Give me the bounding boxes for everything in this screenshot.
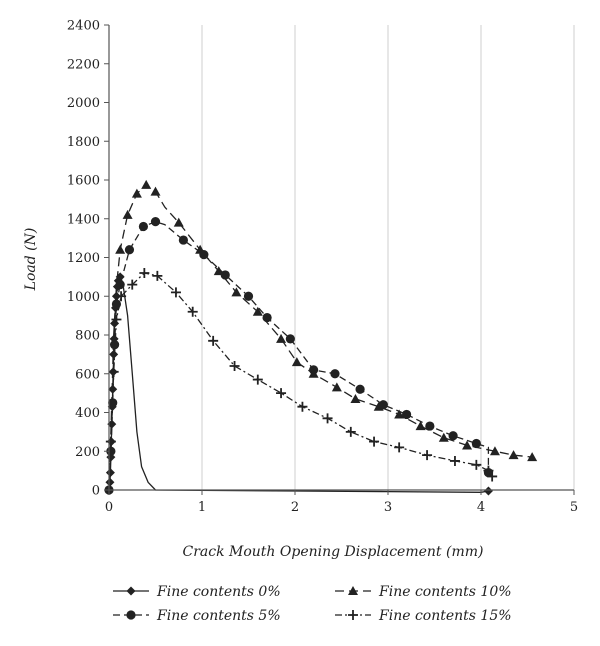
- data-point: [115, 245, 125, 254]
- axes-layer: [67, 19, 578, 516]
- data-point: [230, 361, 240, 371]
- data-point: [286, 334, 295, 343]
- series-line: [109, 273, 492, 490]
- y-tick-label: 600: [75, 367, 100, 383]
- data-point: [297, 402, 307, 412]
- data-point: [132, 189, 142, 198]
- x-tick-label: 2: [290, 500, 300, 515]
- legend-item: [335, 608, 512, 624]
- y-tick-label: 800: [75, 328, 100, 344]
- data-point: [125, 245, 134, 254]
- y-tick-label: 2000: [66, 96, 100, 111]
- data-point: [471, 460, 481, 470]
- data-point: [350, 394, 360, 403]
- data-point: [394, 442, 404, 452]
- data-point: [139, 222, 148, 231]
- legend: [113, 584, 512, 624]
- legend-item: [113, 608, 281, 624]
- x-tick-label: 4: [476, 500, 486, 515]
- data-point: [244, 292, 253, 301]
- data-point: [179, 235, 188, 244]
- series-line: [109, 222, 488, 490]
- legend-marker: [126, 610, 135, 619]
- y-axis-title: Load (N): [23, 227, 39, 291]
- series-2: [104, 217, 493, 495]
- data-point: [449, 431, 458, 440]
- series-4: [106, 268, 497, 490]
- legend-item: [113, 584, 281, 600]
- data-point: [509, 450, 519, 459]
- data-point: [369, 437, 379, 447]
- y-tick-label: 200: [75, 444, 100, 460]
- data-point: [276, 388, 286, 398]
- y-tick-label: 1800: [66, 134, 100, 150]
- data-point: [123, 210, 133, 219]
- x-tick-label: 1: [197, 500, 207, 515]
- y-tick-label: 1400: [66, 212, 100, 228]
- y-tick-label: 2200: [66, 57, 100, 73]
- x-axis-title: Crack Mouth Opening Displacement (mm): [182, 544, 484, 560]
- data-point: [422, 450, 432, 460]
- y-tick-label: 2400: [66, 18, 100, 34]
- data-point: [151, 187, 161, 196]
- legend-label: Fine contents 10%: [379, 584, 512, 600]
- y-tick-label: 1200: [66, 251, 100, 266]
- data-point: [416, 421, 426, 430]
- x-tick-label: 5: [569, 500, 579, 515]
- data-point: [346, 427, 356, 437]
- data-point: [484, 486, 493, 495]
- legend-label: Fine contents 5%: [157, 608, 281, 624]
- data-point: [151, 217, 160, 226]
- series-line: [109, 277, 488, 492]
- data-point: [253, 375, 263, 385]
- x-tick-label: 3: [383, 500, 393, 515]
- legend-label: Fine contents 15%: [379, 608, 512, 624]
- data-point: [292, 357, 302, 366]
- y-tick-label: 400: [75, 406, 100, 421]
- data-point: [332, 382, 342, 391]
- data-point: [323, 413, 333, 423]
- data-point: [139, 268, 149, 278]
- series-layer: [104, 180, 537, 496]
- legend-label: Fine contents 0%: [157, 584, 281, 600]
- data-point: [330, 369, 339, 378]
- data-point: [356, 385, 365, 394]
- data-point: [450, 456, 460, 466]
- data-point: [263, 313, 272, 322]
- y-tick-label: 0: [91, 483, 100, 499]
- grid-layer: [202, 25, 574, 490]
- legend-marker: [348, 610, 358, 620]
- legend-item: [335, 584, 512, 600]
- data-point: [141, 180, 151, 189]
- series-1: [105, 272, 493, 495]
- y-tick-label: 1000: [66, 289, 100, 305]
- y-tick-label: 1600: [66, 173, 100, 189]
- legend-marker: [127, 587, 136, 596]
- data-point: [109, 367, 119, 377]
- data-point: [106, 437, 116, 447]
- x-tick-label: 0: [104, 500, 114, 515]
